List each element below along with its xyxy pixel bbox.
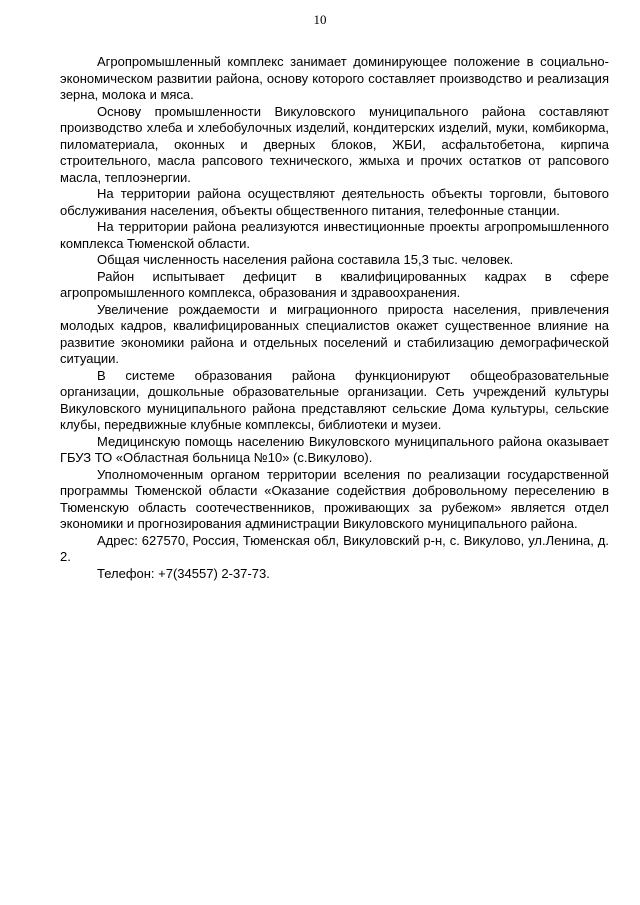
paragraph-demography: Увеличение рождаемости и миграционного прироста населения, привлечения молодых кадров, квалифицированных специалистов окажет существенное влияние на развитие экономики района и отдельных поселений и стабилизацию демографической ситуации. [60, 301, 609, 366]
paragraph-industry: Основу промышленности Викуловского муниципального района составляют производство хлеба и хлебобулочных изделий, кондитерских изделий, муки, комбикорма, пиломатериала, оконных и дверных блоков, ЖБИ, асфальтобетона, кирпича строительного, масла рапсового технического, жмыха и прочих остатков от рапсового масла, теплоэнергии. [60, 103, 609, 185]
page-number: 10 [313, 12, 327, 27]
paragraph-population: Общая численность населения района составила 15,3 тыс. человек. [97, 252, 514, 267]
paragraph-staff-deficit: Район испытывает дефицит в квалифицированных кадрах в сфере агропромышленного комплекса, образования и здравоохранения. [60, 268, 609, 300]
paragraph-education-culture: В системе образования района функционируют общеобразовательные организации, дошкольные образовательные организации. Сеть учреждений культуры Викуловского муниципального района представляют сельские Дома культуры, сельские клубы, передвижные клубные комплексы, библиотеки и музеи. [60, 367, 609, 432]
paragraph-address: Адрес: 627570, Россия, Тюменская обл, Викуловский р-н, с. Викулово, ул.Ленина, д. 2. [60, 532, 609, 564]
document-body [60, 54, 609, 582]
paragraph-authorized-body: Уполномоченным органом территории вселения по реализации государственной программы Тюменской области «Оказание содействия добровольному переселению в Тюменскую область соотечественников, проживающих за рубежом» является отдел экономики и прогнозирования администрации Викуловского муниципального района. [60, 466, 609, 531]
paragraph-trade-services: На территории района осуществляют деятельность объекты торговли, бытового обслуживания населения, объекты общественного питания, телефонные станции. [60, 186, 609, 218]
paragraph-agro-complex: Агропромышленный комплекс занимает доминирующее положение в социально-экономическом развитии района, основу которого составляет производство и реализация зерна, молока и мяса. [60, 54, 609, 102]
paragraph-investment-projects: На территории района реализуются инвестиционные проекты агропромышленного комплекса Тюменской области. [60, 219, 609, 251]
paragraph-medical: Медицинскую помощь населению Викуловского муниципального района оказывает ГБУЗ ТО «Областная больница №10» (с.Викулово). [60, 433, 609, 465]
paragraph-phone: Телефон: +7(34557) 2-37-73. [97, 565, 270, 581]
